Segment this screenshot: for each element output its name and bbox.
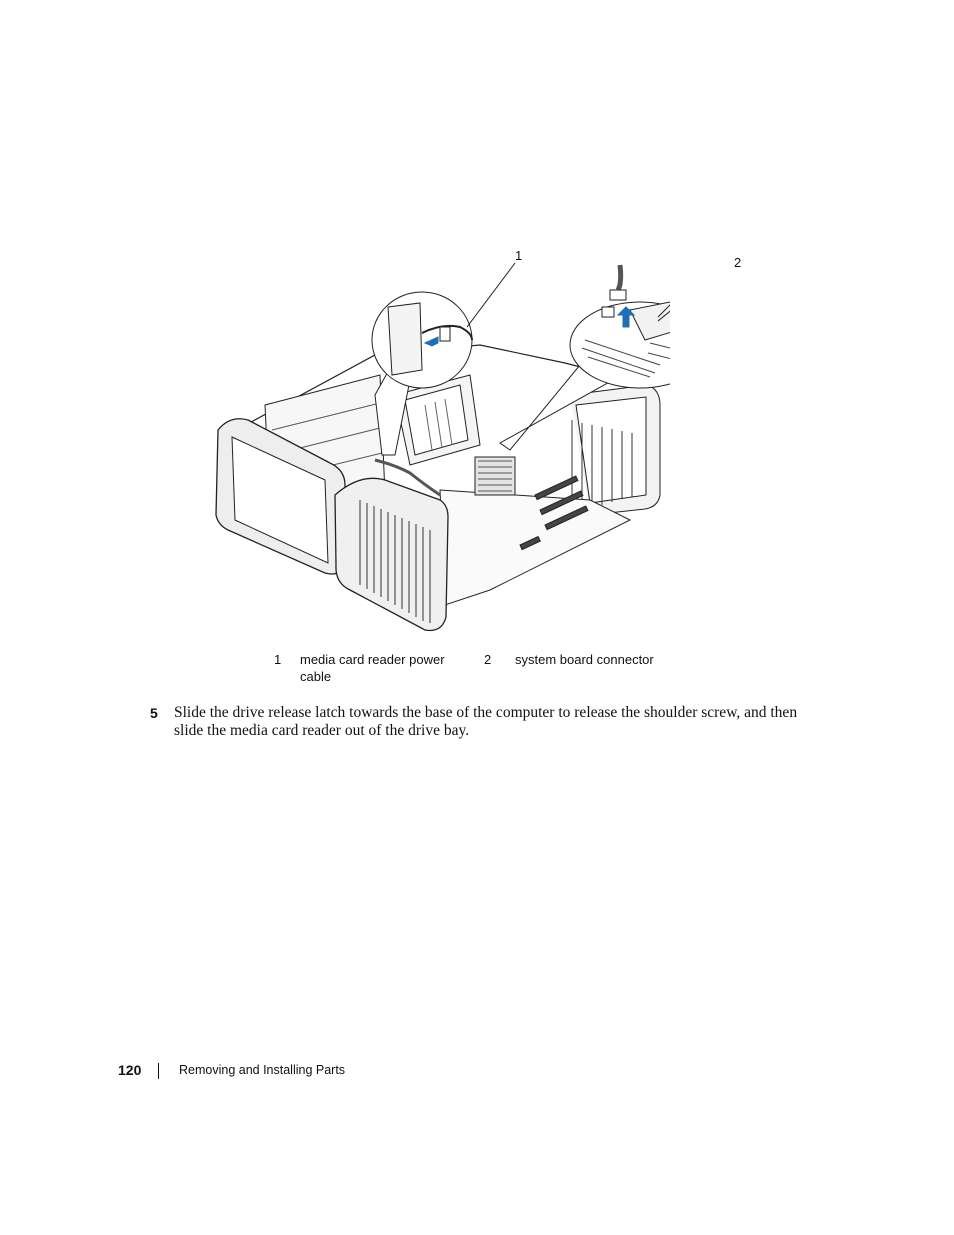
computer-illustration [210, 245, 742, 640]
step-text: Slide the drive release latch towards the base of the computer to release the shoulder screw, and then slide the media card reader out of the drive bay. [174, 704, 798, 739]
callout-number-1: 1 [515, 248, 523, 263]
legend-label-1: media card reader power cable [300, 652, 445, 684]
legend-number-2: 2 [484, 652, 492, 667]
section-title: Removing and Installing Parts [179, 1063, 346, 1077]
chassis-drawing [210, 245, 670, 640]
page-number: 120 [118, 1062, 142, 1078]
footer-divider [158, 1063, 159, 1079]
legend-number-1: 1 [274, 652, 282, 667]
legend-label-2: system board connector [515, 652, 654, 667]
step-number: 5 [150, 705, 158, 721]
callout-number-2: 2 [734, 255, 742, 270]
